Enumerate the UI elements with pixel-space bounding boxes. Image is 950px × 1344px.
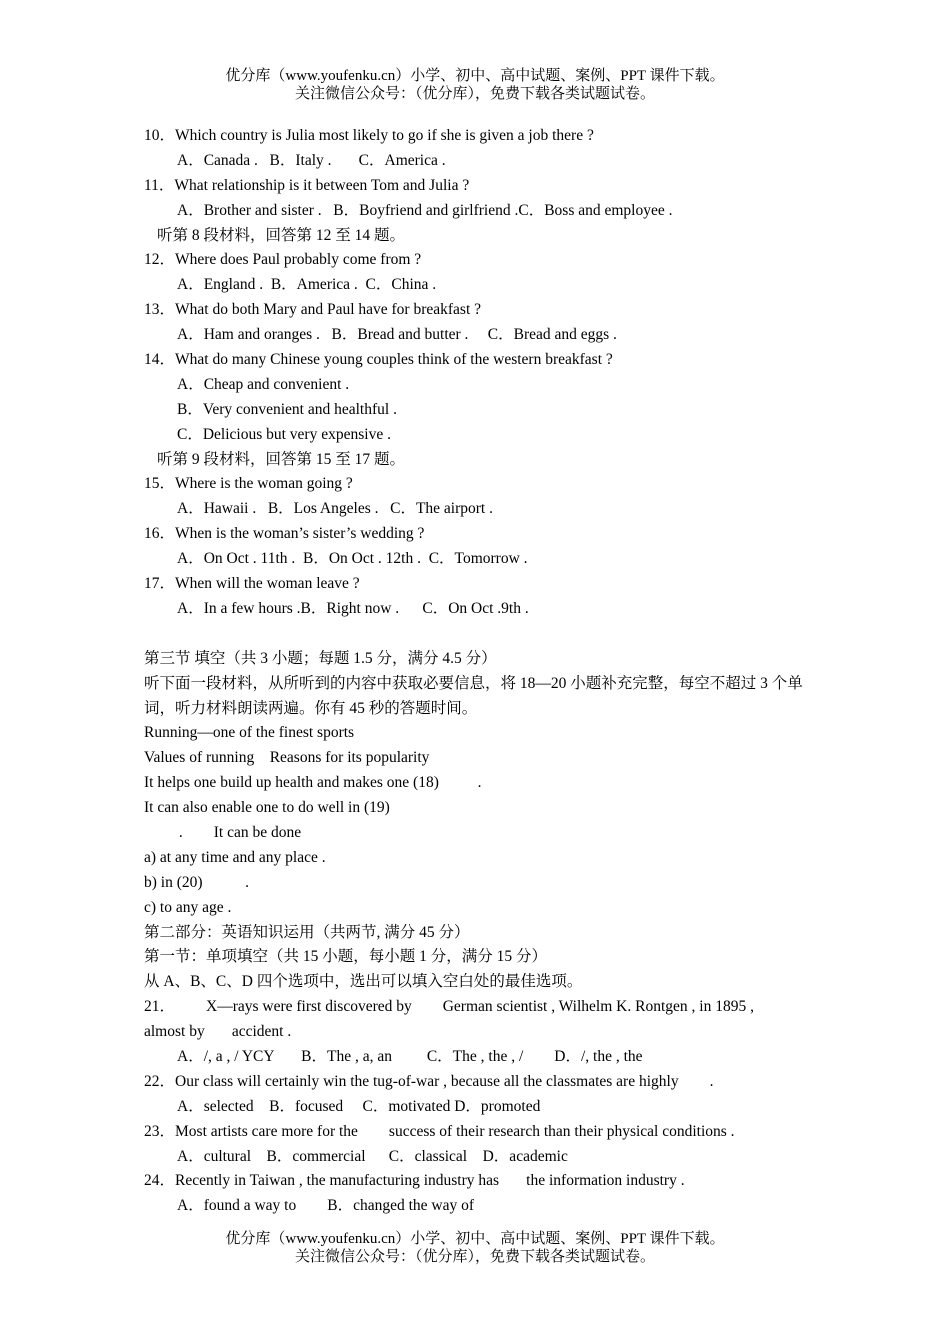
question-24: 24．Recently in Taiwan , the manufacturing industry has the information industry . [144, 1172, 685, 1190]
options-15: A．Hawaii . B．Los Angeles . C．The airport . [177, 500, 493, 518]
header-line-2: 关注微信公众号：（优分库），免费下载各类试题试卷。 [294, 86, 655, 102]
passage-line: . It can be done [144, 823, 302, 841]
section-9-heading: 听第 9 段材料，回答第 15 至 17 题。 [157, 450, 406, 468]
options-16: A．On Oct . 11th . B．On Oct . 12th . C．Tomorrow . [177, 550, 528, 568]
question-12: 12．Where does Paul probably come from ? [144, 251, 422, 269]
options-11: A．Brother and sister . B．Boyfriend and girlfriend .C．Boss and employee . [177, 201, 673, 219]
options-10: A．Canada . B．Italy . C．America . [177, 151, 446, 169]
part2-title: 第二部分：英语知识运用（共两节, 满分 45 分） [144, 923, 470, 941]
exam-content [144, 124, 814, 1219]
options-22: A．selected B．focused C．motivated D．promoted [177, 1097, 541, 1115]
question-21-line1: 21． X—rays were first discovered by German scientist , Wilhelm K. Rontgen , in 1895 , [144, 998, 754, 1016]
options-13: A．Ham and oranges . B．Bread and butter . C．Bread and eggs . [177, 326, 617, 344]
footer-line-1: 优分库（www.youfenku.cn）小学、初中、高中试题、案例、PPT 课件下载。 [225, 1231, 725, 1247]
option-14-b: B．Very convenient and healthful . [177, 400, 397, 418]
part2-instruction: 从 A、B、C、D 四个选项中，选出可以填入空白处的最佳选项。 [144, 973, 583, 991]
header-line-1: 优分库（www.youfenku.cn）小学、初中、高中试题、案例、PPT 课件下载。 [225, 68, 725, 84]
question-22: 22．Our class will certainly win the tug-of-war , because all the classmates are highly . [144, 1072, 714, 1090]
question-17: 17．When will the woman leave ? [144, 575, 360, 593]
question-13: 13．What do both Mary and Paul have for breakfast ? [144, 301, 482, 319]
question-10: 10．Which country is Julia most likely to go if she is given a job there ? [144, 127, 594, 144]
passage-line: It helps one build up health and makes one (18) . [144, 774, 482, 792]
options-21: A．/, a , / YCY B．The , a, an C．The , the , / D．/, the , the [177, 1047, 643, 1065]
page-header [0, 67, 950, 103]
question-23: 23．Most artists care more for the success of their research than their physical conditions . [144, 1122, 735, 1140]
passage-line: Values of running Reasons for its popularity [144, 749, 430, 767]
passage-line: It can also enable one to do well in (19) [144, 799, 390, 817]
part3-title: 第三节 填空（共 3 小题；每题 1.5 分，满分 4.5 分） [144, 649, 497, 667]
question-21-line2: almost by accident . [144, 1023, 292, 1041]
options-17: A．In a few hours .B．Right now . C．On Oct .9th . [177, 599, 529, 617]
section-8-heading: 听第 8 段材料，回答第 12 至 14 题。 [157, 226, 406, 244]
option-14-a: A．Cheap and convenient . [177, 375, 350, 393]
question-16: 16．When is the woman’s sister’s wedding ? [144, 525, 425, 543]
footer-line-2: 关注微信公众号：（优分库），免费下载各类试题试卷。 [294, 1249, 655, 1265]
passage-line: c) to any age . [144, 898, 232, 916]
passage-line: Running—one of the finest sports [144, 724, 355, 742]
question-11: 11．What relationship is it between Tom and Julia ? [144, 176, 470, 194]
page-footer [0, 1230, 950, 1266]
options-12: A．England . B．America . C．China . [177, 276, 437, 294]
passage-line: b) in (20) . [144, 873, 250, 891]
options-23: A．cultural B．commercial C．classical D．academic [177, 1147, 568, 1165]
option-14-c: C．Delicious but very expensive . [177, 425, 391, 443]
question-14: 14．What do many Chinese young couples think of the western breakfast ? [144, 351, 613, 369]
spacer [144, 622, 814, 647]
passage-line: a) at any time and any place . [144, 848, 326, 866]
question-15: 15．Where is the woman going ? [144, 475, 353, 493]
part2-section1-title: 第一节：单项填空（共 15 小题，每小题 1 分，满分 15 分） [144, 948, 548, 966]
part3-instruction: 听下面一段材料，从所听到的内容中获取必要信息，将 18—20 小题补充完整，每空不超过 3 个单词，听力材料朗读两遍。你有 45 秒的答题时间。 [144, 674, 803, 717]
options-24: A．found a way to B．changed the way of [177, 1197, 475, 1215]
